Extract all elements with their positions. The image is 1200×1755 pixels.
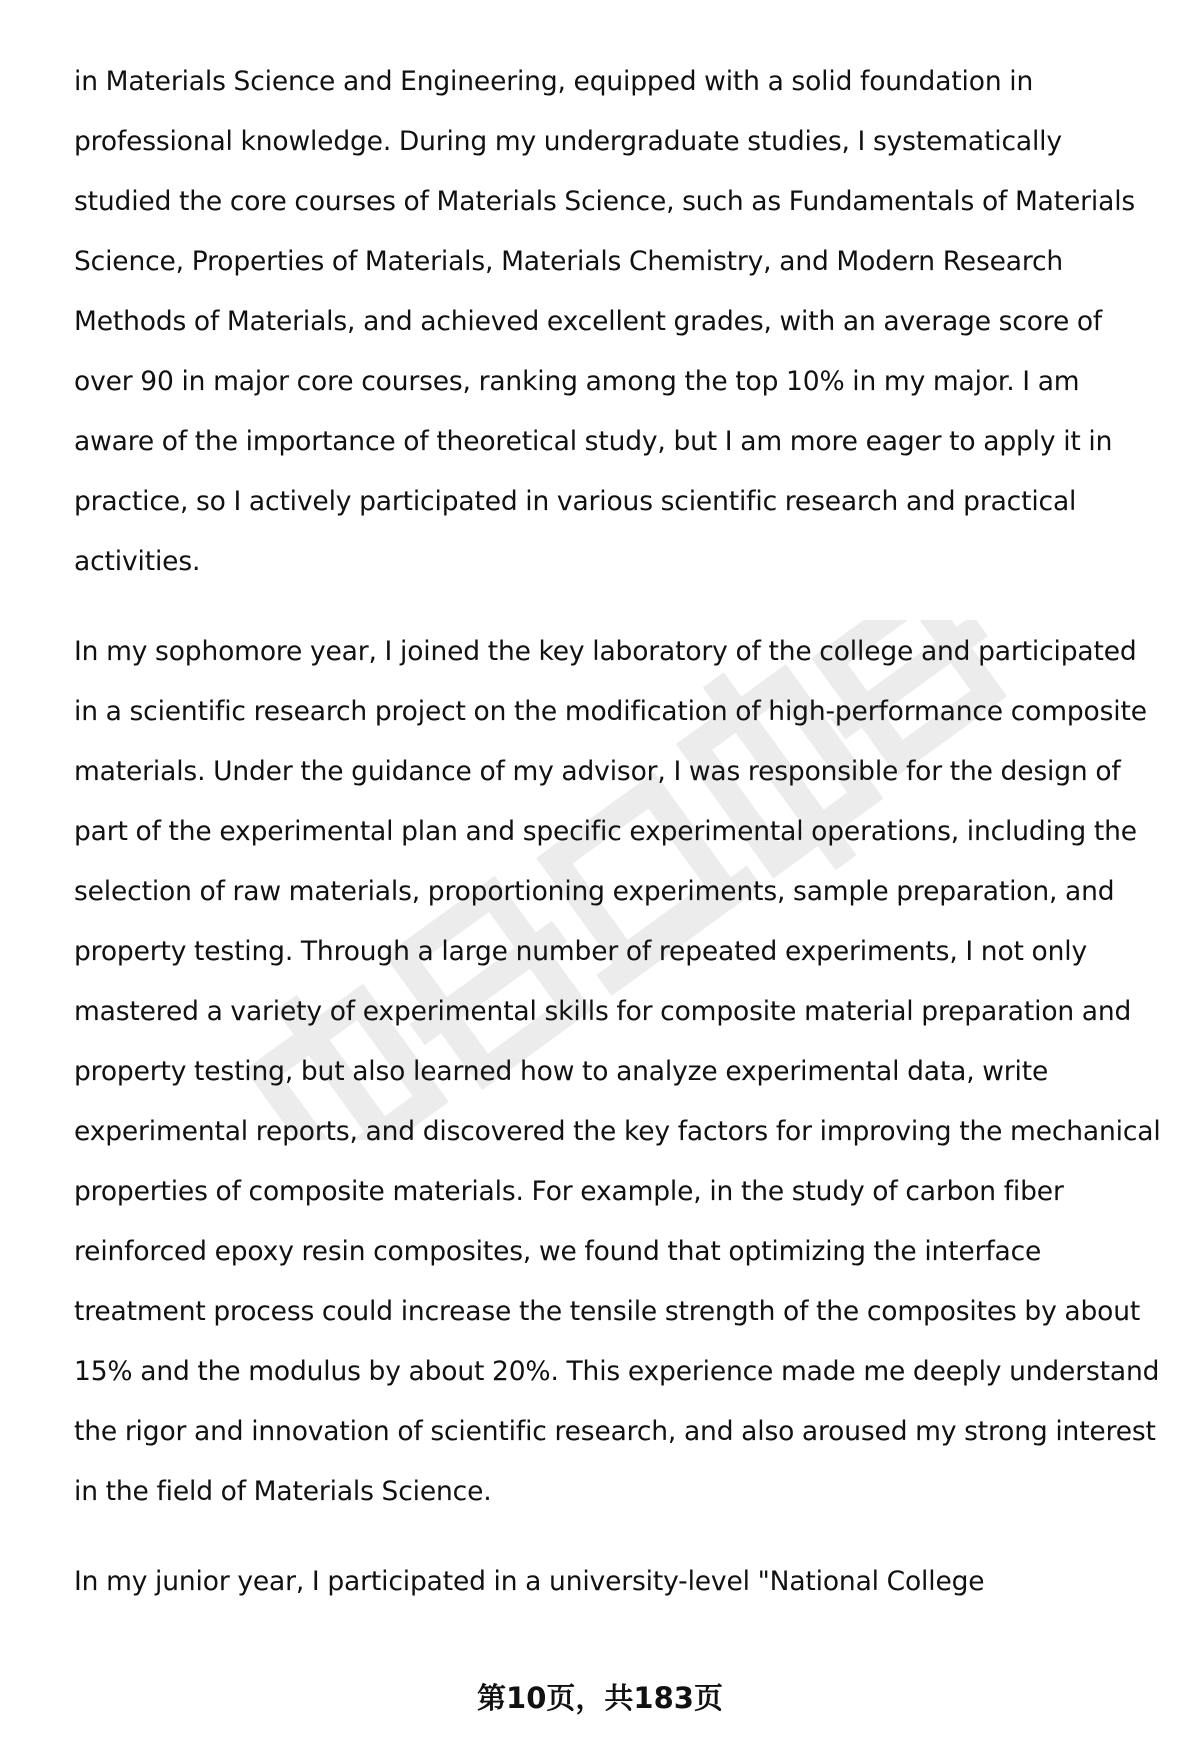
paragraph-junior-year: In my junior year, I participated in a university-level "National College	[74, 1566, 985, 1597]
document-body	[74, 52, 1164, 1612]
paragraph-academic-background: in Materials Science and Engineering, equipped with a solid foundation in professional knowledge. During my undergraduate studies, I systematically studied the core courses of Materials Science, such as Fundamentals of Materials Science, Properties of Materials, Materials Chemistry, and Modern Research Methods of Materials, and achieved excellent grades, with an average score of over 90 in major core courses, ranking among the top 10% in my major. I am aware of the importance of theoretical study, but I am more eager to apply it in practice, so I actively participated in various scientific research and practical activities.	[74, 66, 1136, 577]
paragraph-sophomore-research: In my sophomore year, I joined the key laboratory of the college and participated in a scientific research project on the modification of high-performance composite materials. Under the guidance of my advisor, I was responsible for the design of part of the experimental plan and specific experimental operations, including the selection of raw materials, proportioning experiments, sample preparation, and property testing. Through a large number of repeated experiments, I not only mastered a variety of experimental skills for composite material preparation and property testing, but also learned how to analyze experimental data, write experimental reports, and discovered the key factors for improving the mechanical properties of composite materials. For example, in the study of carbon fiber reinforced epoxy resin composites, we found that optimizing the interface treatment process could increase the tensile strength of the composites by about 15% and the modulus by about 20%. This experience made me deeply understand the rigor and innovation of scientific research, and also aroused my strong interest in the field of Materials Science.	[74, 636, 1161, 1507]
page-footer: 第10页，共183页	[477, 1681, 723, 1715]
